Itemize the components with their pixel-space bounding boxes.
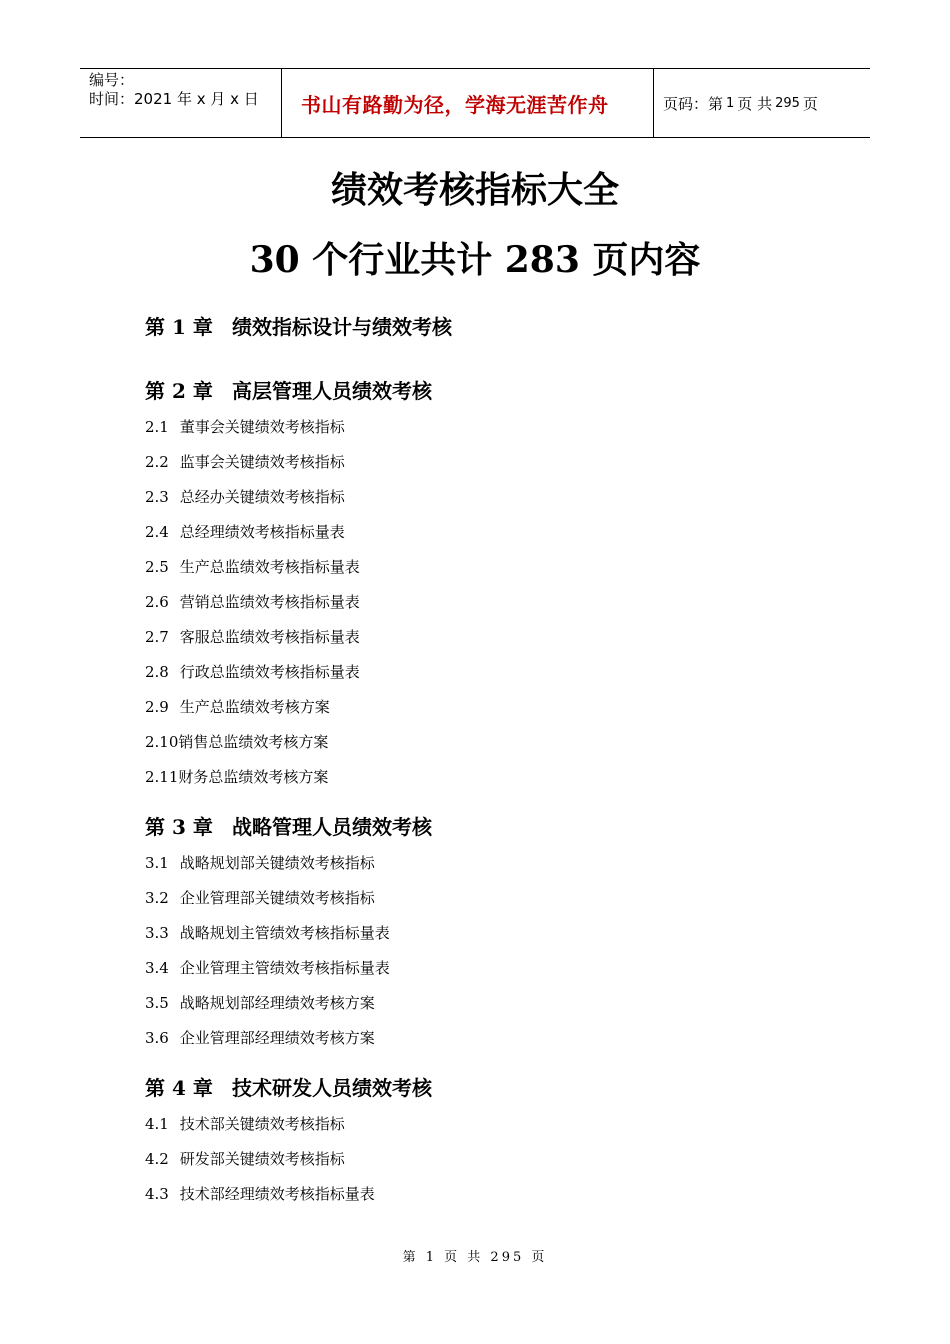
item-text: 战略规划部经理绩效考核方案: [179, 994, 375, 1012]
item-number: 3.5: [145, 994, 169, 1012]
item-number: 2.2: [145, 453, 169, 471]
item-number: 2.4: [145, 523, 169, 541]
item-number: 2.11: [145, 768, 179, 786]
page-suffix: 页: [802, 94, 818, 113]
chapter-number: 第 2 章: [145, 379, 213, 403]
item-text: 监事会关键绩效考核指标: [179, 453, 345, 471]
item-text: 总经理绩效考核指标量表: [179, 523, 345, 541]
item-text: 生产总监绩效考核指标量表: [179, 558, 360, 576]
toc-item: [145, 655, 845, 690]
document-title: 绩效考核指标大全: [330, 169, 619, 211]
item-text: 销售总监绩效考核方案: [178, 733, 329, 751]
page-mid: 页 共: [737, 94, 773, 113]
chapter-title: 战略管理人员绩效考核: [232, 815, 432, 839]
chapter-number: 第 3 章: [145, 815, 213, 839]
chapter-2-heading: [145, 372, 845, 410]
page-total: 295: [775, 95, 800, 111]
toc-item: [145, 1142, 845, 1177]
item-number: 2.10: [145, 733, 179, 751]
item-number: 2.8: [145, 663, 169, 681]
item-text: 企业管理部经理绩效考核方案: [179, 1029, 375, 1047]
item-number: 2.3: [145, 488, 169, 506]
item-text: 企业管理主管绩效考核指标量表: [179, 959, 390, 977]
item-text: 企业管理部关键绩效考核指标: [179, 889, 375, 907]
item-number: 4.2: [145, 1150, 169, 1168]
toc-item: [145, 760, 845, 795]
item-number: 2.1: [145, 418, 169, 436]
item-text: 技术部关键绩效考核指标: [179, 1115, 345, 1133]
chapter-1-heading: [145, 308, 845, 346]
item-number: 4.3: [145, 1185, 169, 1203]
item-text: 技术部经理绩效考核指标量表: [179, 1185, 375, 1203]
chapter-number: 第 4 章: [145, 1076, 213, 1100]
item-text: 董事会关键绩效考核指标: [179, 418, 345, 436]
item-number: 3.1: [145, 854, 169, 872]
document-header: [80, 68, 870, 138]
item-number: 2.7: [145, 628, 169, 646]
item-text: 战略规划部关键绩效考核指标: [179, 854, 375, 872]
header-motto: 书山有路勤为径，学海无涯苦作舟: [282, 69, 654, 137]
header-page-info: [654, 69, 870, 137]
item-number: 3.2: [145, 889, 169, 907]
toc-item: [145, 515, 845, 550]
table-of-contents: [145, 308, 845, 1212]
chapter-number: 第 1 章: [145, 315, 213, 339]
item-text: 生产总监绩效考核方案: [179, 698, 330, 716]
toc-item: [145, 846, 845, 881]
toc-item: [145, 410, 845, 445]
item-number: 4.1: [145, 1115, 169, 1133]
page-footer: 第 1 页 共 295 页: [402, 1250, 548, 1265]
chapter-title: 技术研发人员绩效考核: [232, 1076, 432, 1100]
toc-item: [145, 916, 845, 951]
item-text: 营销总监绩效考核指标量表: [179, 593, 360, 611]
toc-item: [145, 951, 845, 986]
toc-item: [145, 445, 845, 480]
item-text: 客服总监绩效考核指标量表: [179, 628, 360, 646]
chapter-title: 绩效指标设计与绩效考核: [232, 315, 452, 339]
id-label: 编号：: [89, 71, 135, 89]
item-number: 2.5: [145, 558, 169, 576]
toc-item: [145, 480, 845, 515]
toc-item: [145, 550, 845, 585]
item-number: 3.4: [145, 959, 169, 977]
toc-item: [145, 986, 845, 1021]
header-meta: [80, 69, 282, 137]
toc-item: [145, 690, 845, 725]
toc-item: [145, 1107, 845, 1142]
document-subtitle: 30 个行业共计 283 页内容: [249, 239, 701, 281]
time-label: 时间：2021 年 x 月 x 日: [89, 90, 259, 108]
item-number: 3.3: [145, 924, 169, 942]
item-number: 2.9: [145, 698, 169, 716]
item-text: 战略规划主管绩效考核指标量表: [179, 924, 390, 942]
page-prefix: 页码：第: [663, 94, 724, 113]
page-number: 1: [726, 95, 735, 111]
item-text: 研发部关键绩效考核指标: [179, 1150, 345, 1168]
toc-item: [145, 725, 845, 760]
toc-item: [145, 881, 845, 916]
item-number: 3.6: [145, 1029, 169, 1047]
toc-item: [145, 585, 845, 620]
chapter-3-heading: [145, 808, 845, 846]
item-text: 总经办关键绩效考核指标: [179, 488, 345, 506]
item-text: 行政总监绩效考核指标量表: [179, 663, 360, 681]
toc-item: [145, 620, 845, 655]
item-number: 2.6: [145, 593, 169, 611]
chapter-4-heading: [145, 1069, 845, 1107]
chapter-title: 高层管理人员绩效考核: [232, 379, 432, 403]
toc-item: [145, 1177, 845, 1212]
item-text: 财务总监绩效考核方案: [178, 768, 329, 786]
toc-item: [145, 1021, 845, 1056]
